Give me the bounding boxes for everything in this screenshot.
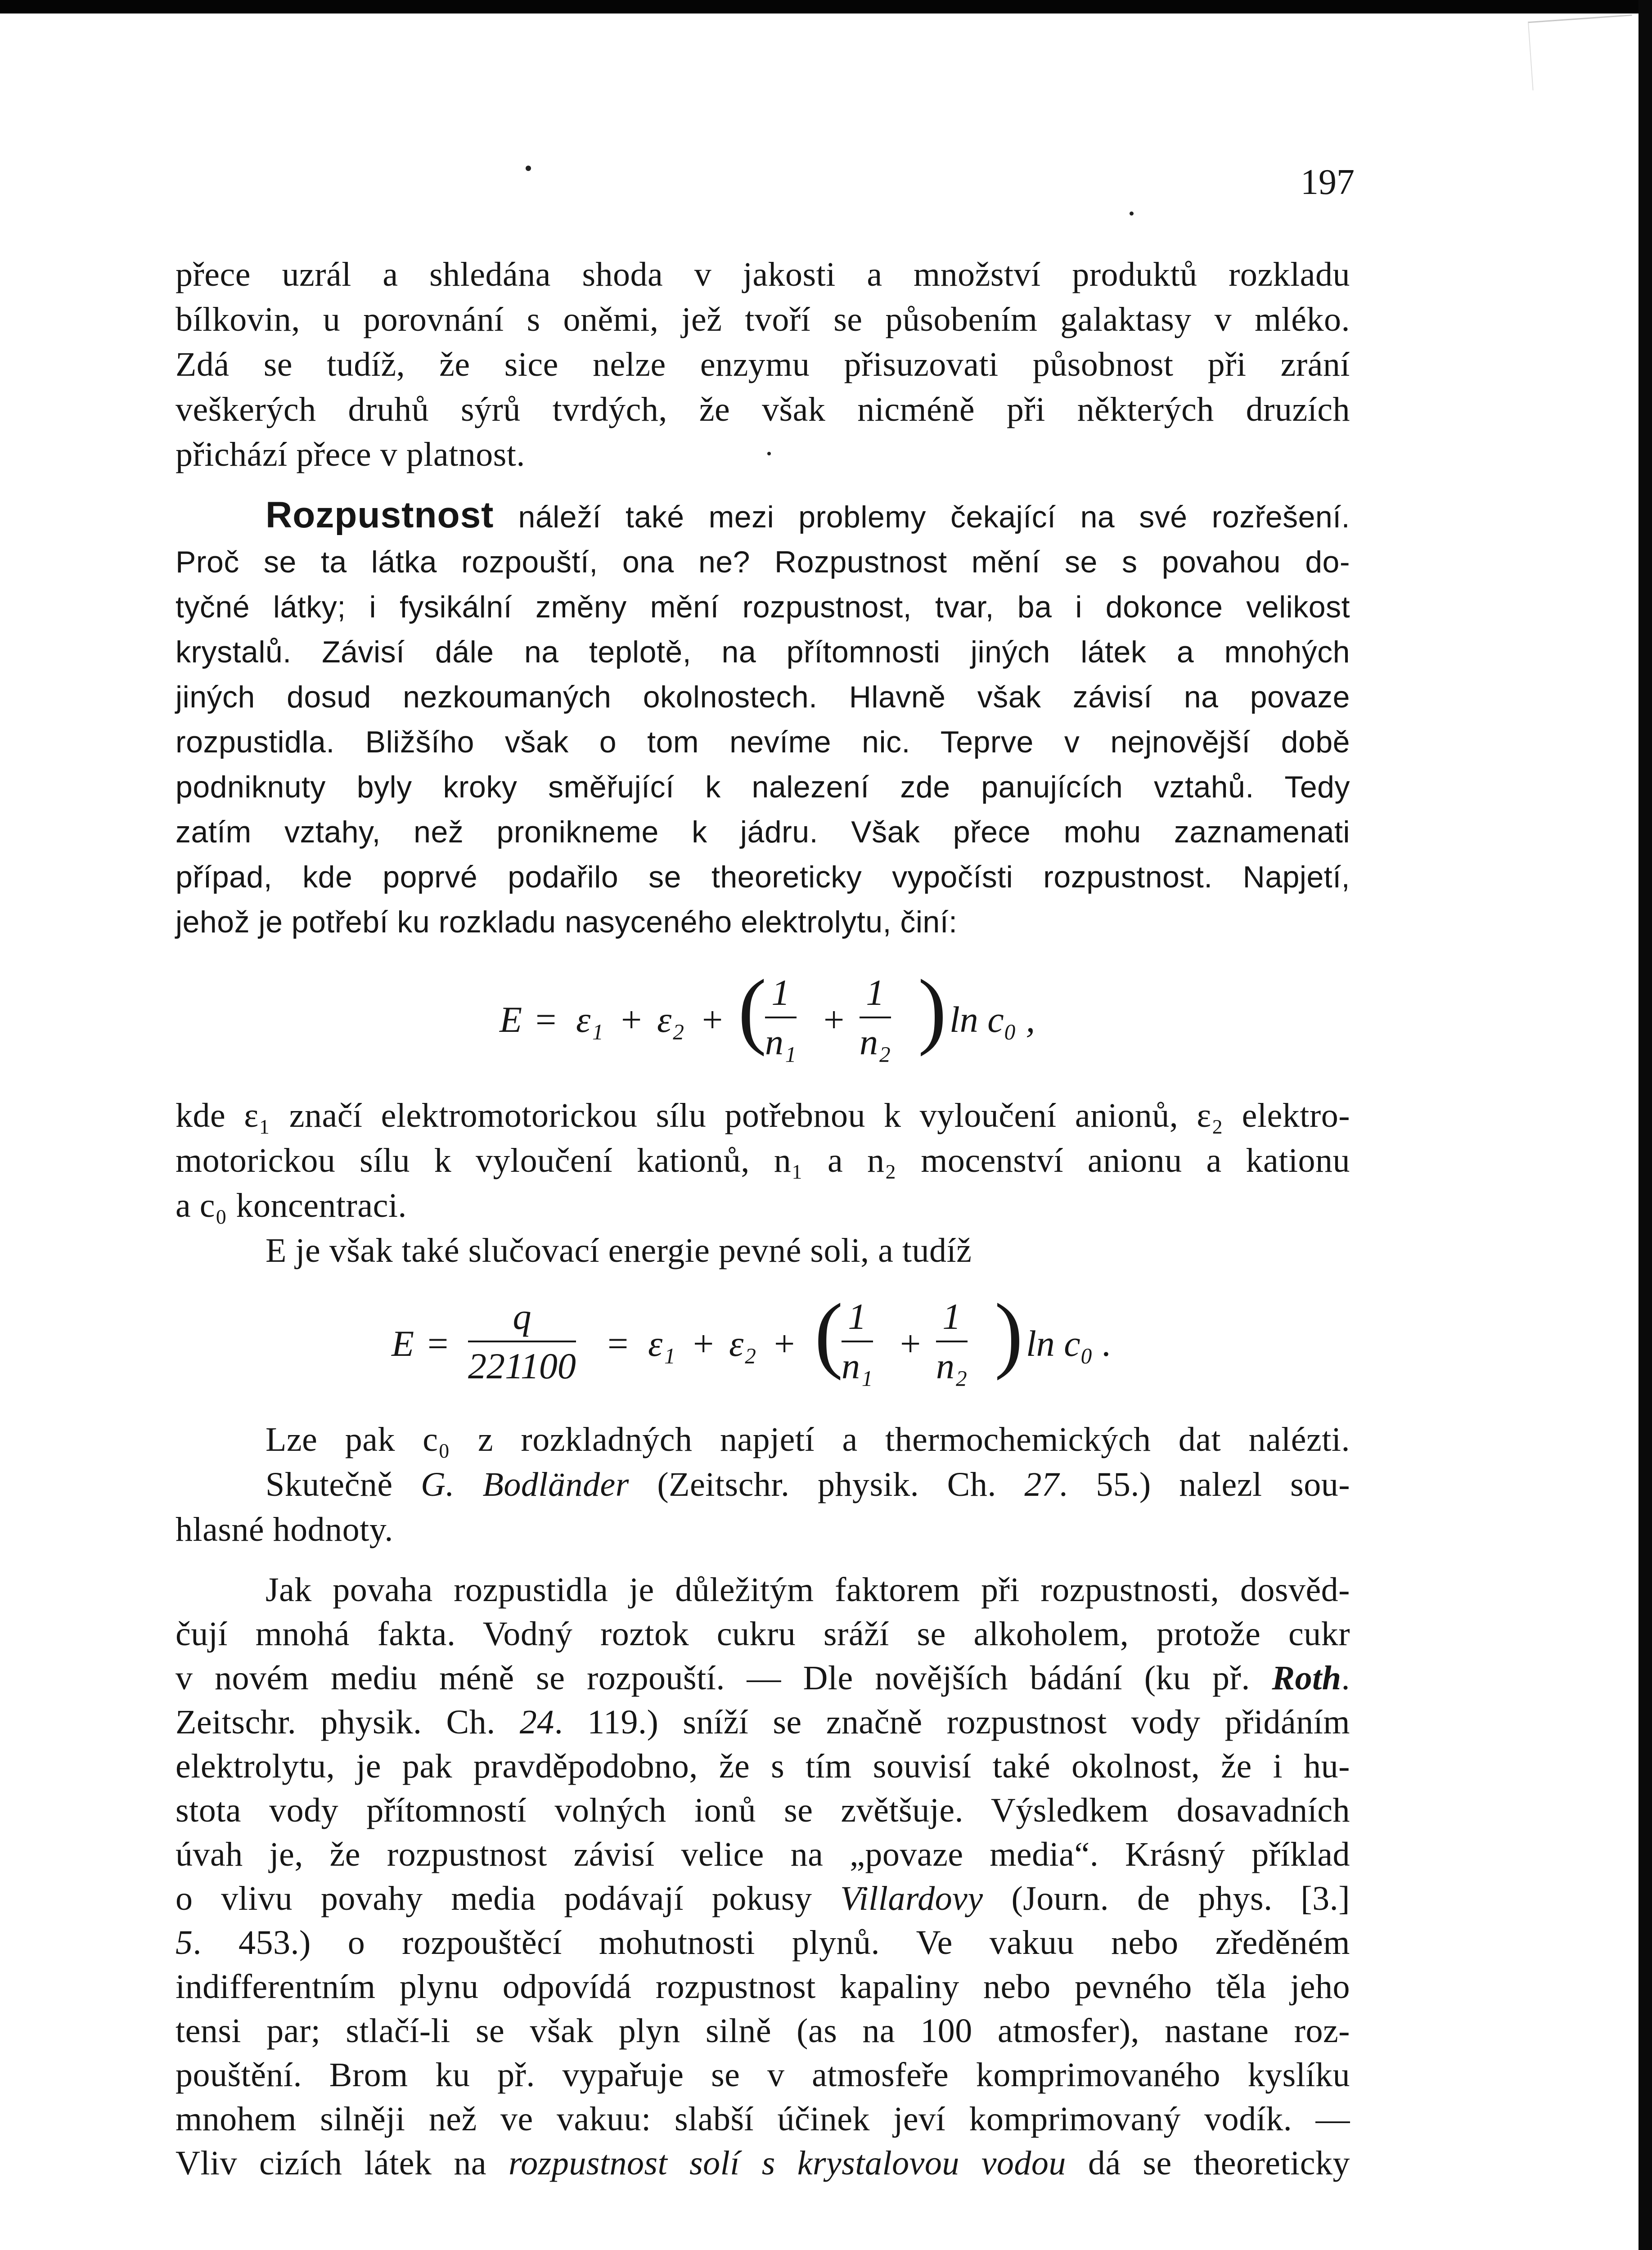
text-line: 5. 453.) o rozpouštěcí mohutnosti plynů. Ve vakuu nebo zředěném xyxy=(176,1924,1350,1962)
author-villard: Villardovy xyxy=(840,1880,983,1917)
text-line: Vliv cizích látek na rozpustnost solí s krystalovou vodou dá se theoreticky xyxy=(176,2144,1350,2182)
eq1-plus: + xyxy=(621,999,642,1040)
scan-stain xyxy=(1528,14,1637,90)
eq1-equals: = xyxy=(536,999,557,1040)
text-line: zatím vztahy, než pronikneme k jádru. Však přece mohu zaznamenati xyxy=(176,815,1350,849)
text-line: rozpustidla. Bližšího však o tom nevíme nic. Teprve v nejnovější době xyxy=(176,725,1350,759)
text-line: přichází přece v platnost. xyxy=(176,436,525,473)
text-line: Jak povaha rozpustidla je důležitým faktorem při rozpustnosti, dosvěd- xyxy=(266,1571,1350,1609)
text-line: v novém mediu méně se rozpouští. — Dle novějších bádání (ku př. Roth. xyxy=(176,1659,1350,1697)
text-line: Lze pak c₀ z rozkladných napjetí a thermochemických dat nalézti. xyxy=(266,1421,1350,1458)
text-line: Proč se ta látka rozpouští, ona ne? Rozpustnost mění se s povahou do- xyxy=(176,545,1350,579)
eq2-plus: + xyxy=(693,1323,714,1364)
text-line: Zdá se tudíž, že sice nelze enzymu přisuzovati působnost při zrání xyxy=(176,346,1350,383)
scan-top-edge xyxy=(0,0,1652,14)
text-line: čují mnohá fakta. Vodný roztok cukru sráží se alkoholem, protože cukr xyxy=(176,1615,1350,1653)
eq1-fraction-2: $\frac{1}{\text{n₂}}$ xyxy=(860,972,891,1062)
scan-speck xyxy=(1130,212,1134,216)
text-line: krystalů. Závisí dále na teplotě, na přítomnosti jiných látek a mnohých xyxy=(176,635,1350,669)
eq2-epsilon1: ε₁ xyxy=(648,1323,675,1364)
text-line: mnohem silněji než ve vakuu: slabší účinek jeví komprimovaný vodík. — xyxy=(176,2100,1350,2138)
page-body xyxy=(176,252,1350,2185)
eq2-epsilon2: ε₂ xyxy=(729,1323,756,1364)
equation-1: E = ε₁ + ε₂ + ( $\frac{1}{\text{n₁}}$ + $\frac{1}{\text{n₂}}$ ) ln c₀ , xyxy=(500,963,1035,1062)
paragraph-solvent-nature xyxy=(176,1568,1350,2185)
eq1-plus: + xyxy=(702,999,723,1040)
text-line: E je však také slučovací energie pevné soli, a tudíž xyxy=(266,1232,972,1269)
eq2-energy-fraction: $\frac{q}{221100}$ xyxy=(468,1296,576,1386)
text-line: Skutečně G. Bodländer (Zeitschr. physik. Ch. 27. 55.) nalezl sou- xyxy=(266,1466,1350,1503)
text-line xyxy=(176,493,1350,540)
text-line: pouštění. Brom ku př. vypařuje se v atmosfeře komprimovaného kyslíku xyxy=(176,2056,1350,2094)
eq1-plus: + xyxy=(824,999,845,1040)
text-line: jiných dosud nezkoumaných okolnostech. Hlavně však závisí na povaze xyxy=(176,680,1350,714)
text-line: přece uzrál a shledána shoda v jakosti a množství produktů rozkladu xyxy=(176,256,1350,293)
author-roth: Roth xyxy=(1272,1659,1341,1697)
text-line: hlasné hodnoty. xyxy=(176,1511,393,1548)
text-line: jehož je potřebí ku rozkladu nasyceného elektrolytu, činí: xyxy=(176,905,958,939)
eq2-fraction-1: $\frac{1}{\text{n₁}}$ xyxy=(842,1296,873,1386)
eq2-log-term: ln c₀ . xyxy=(1026,1323,1112,1364)
text-line: úvah je, že rozpustnost závisí velice na „povaze media“. Krásný příklad xyxy=(176,1836,1350,1873)
text-line: indifferentním plynu odpovídá rozpustnost kapaliny nebo pevného těla jeho xyxy=(176,1968,1350,2006)
paragraph-after-eq2 xyxy=(176,1417,1350,1552)
eq1-lhs: E xyxy=(500,999,522,1040)
eq2-plus: + xyxy=(774,1323,795,1364)
text-line: kde ε₁ značí elektromotorickou sílu potřebnou k vyloučení anionů, ε₂ elektro- xyxy=(176,1097,1350,1134)
eq1-epsilon2: ε₂ xyxy=(657,999,684,1040)
text-line: stota vody přítomností volných ionů se zvětšuje. Výsledkem dosavadních xyxy=(176,1791,1350,1829)
eq1-fraction-1: $\frac{1}{\text{n₁}}$ xyxy=(765,972,797,1062)
eq2-equals: = xyxy=(608,1323,629,1364)
equation-2: E = $\frac{q}{221100}$ = ε₁ + ε₂ + ( $\frac{1}{\text{n₁}}$ + $\frac{1}{\text{n₂}}$ ) ln c₀ . xyxy=(392,1287,1112,1386)
text-line: a c₀ koncentraci. xyxy=(176,1187,407,1224)
text-line: veškerých druhů sýrů tvrdých, že však nicméně při některých druzích xyxy=(176,391,1350,428)
text-line: podniknuty byly kroky směřující k nalezení zde panujících vztahů. Tedy xyxy=(176,770,1350,804)
section-heading: Rozpustnost xyxy=(266,495,494,536)
text-line: motorickou sílu k vyloučení kationů, n₁ a n₂ mocenství anionu a kationu xyxy=(176,1142,1350,1179)
text-line: případ, kde poprvé podařilo se theoreticky vypočísti rozpustnost. Napjetí, xyxy=(176,860,1350,894)
eq2-equals: = xyxy=(428,1323,449,1364)
emphasis-phrase: rozpustnost solí s krystalovou vodou xyxy=(509,2144,1066,2182)
scan-speck xyxy=(526,166,531,171)
eq2-fraction-2: $\frac{1}{\text{n₂}}$ xyxy=(936,1296,968,1386)
paragraph-solubility xyxy=(176,493,1350,945)
paragraph-cheese xyxy=(176,252,1350,477)
heading-continuation: náleží také mezi problemy čekající na své rozřešení. xyxy=(518,500,1350,534)
text-line: o vlivu povahy media podávají pokusy Villardovy (Journ. de phys. [3.] xyxy=(176,1880,1350,1917)
eq2-lhs: E xyxy=(392,1323,414,1364)
author-bodlander: G. Bodländer xyxy=(421,1466,629,1503)
text-line: tensi par; stlačí-li se však plyn silně (as na 100 atmosfer), nastane roz- xyxy=(176,2012,1350,2050)
eq1-epsilon1: ε₁ xyxy=(576,999,603,1040)
scan-right-edge xyxy=(1638,0,1652,2250)
text-line: tyčné látky; i fysikální změny mění rozpustnost, tvar, ba i dokonce velikost xyxy=(176,590,1350,624)
text-line: bílkovin, u porovnání s oněmi, jež tvoří se působením galaktasy v mléko. xyxy=(176,301,1350,338)
paragraph-after-eq1 xyxy=(176,1093,1350,1273)
page-number: 197 xyxy=(1301,162,1355,202)
eq1-log-term: ln c₀ , xyxy=(950,999,1035,1040)
text-line: elektrolytu, je pak pravděpodobno, že s tím souvisí také okolnost, že i hu- xyxy=(176,1747,1350,1785)
eq2-plus: + xyxy=(900,1323,921,1364)
text-line: Zeitschr. physik. Ch. 24. 119.) sníží se značně rozpustnost vody přidáním xyxy=(176,1703,1350,1741)
